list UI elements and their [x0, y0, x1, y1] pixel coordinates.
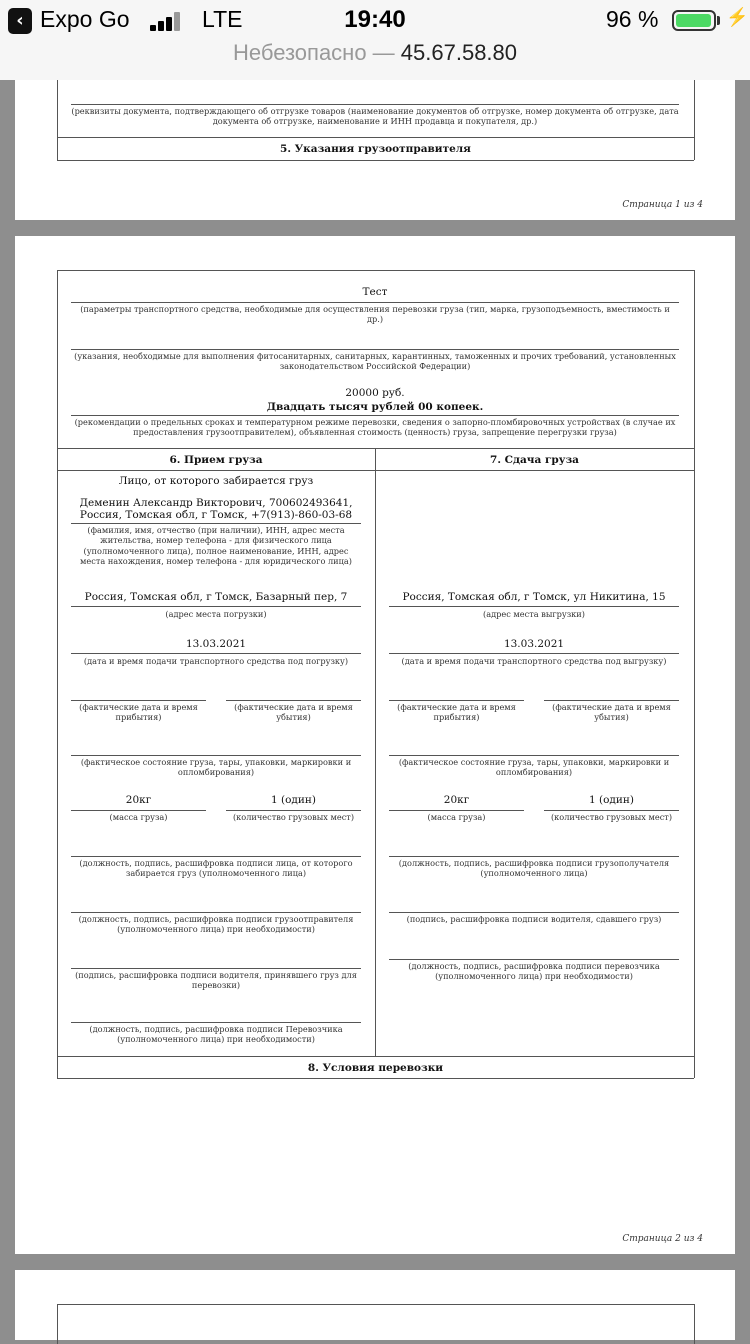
- field-underline: [389, 810, 524, 811]
- delivery-places-caption: (количество грузовых мест): [550, 812, 673, 822]
- delivery-sign3-caption: (должность, подпись, расшифровка подписи перевозчика (уполномоченного лица) при необходимости): [408, 961, 660, 982]
- section-6-title: 6. Прием груза: [169, 454, 263, 466]
- field-underline: [389, 653, 679, 654]
- signature-line: [71, 968, 361, 969]
- pickup-departure-caption: (фактические дата и время убытия): [234, 702, 353, 723]
- status-bar: [0, 0, 750, 80]
- pickup-date-value: 13.03.2021: [185, 638, 247, 650]
- signature-line: [71, 856, 361, 857]
- delivery-condition-caption: (фактическое состояние груза, тары, упаковки, маркировки и опломбирования): [398, 757, 670, 778]
- field-underline: [71, 302, 679, 303]
- delivery-places-value: 1 (один): [589, 794, 634, 806]
- page-number: Страница 2 из 4: [622, 1234, 703, 1244]
- vehicle-value: Тест: [362, 286, 388, 298]
- field-underline: [389, 606, 679, 607]
- field-underline: [71, 700, 206, 701]
- signature-line: [71, 912, 361, 913]
- pickup-arrival-caption: (фактические дата и время прибытия): [79, 702, 198, 723]
- address-bar[interactable]: [0, 40, 750, 66]
- delivery-date-caption: (дата и время подачи транспортного средства под выгрузку): [401, 656, 667, 666]
- clock: 19:40: [344, 6, 406, 33]
- section-5-title: 5. Указания грузоотправителя: [280, 143, 471, 155]
- delivery-date-value: 13.03.2021: [503, 638, 565, 650]
- pickup-address-caption: (адрес места погрузки): [165, 609, 267, 619]
- page-number: Страница 1 из 4: [622, 200, 703, 210]
- shipping-docs-caption: (реквизиты документа, подтверждающего об отгрузке товаров (наименование документов об отгрузке, номер документа об отгрузке, дата документа об отгрузке, наименование и ИНН продавца и покупателя, др.): [71, 106, 679, 127]
- pickup-sign4-caption: (должность, подпись, расшифровка подписи Перевозчика (уполномоченного лица) при необходимости): [89, 1024, 343, 1045]
- row-divider: [57, 1056, 694, 1057]
- pickup-places-value: 1 (один): [271, 794, 316, 806]
- field-underline: [71, 349, 679, 350]
- row-divider: [57, 1078, 694, 1079]
- table-border-top: [57, 1304, 694, 1305]
- field-underline: [71, 104, 679, 105]
- field-underline: [71, 755, 361, 756]
- person-line-2: Россия, Томская обл, г Томск, +7(913)-860-03-68: [79, 509, 353, 521]
- row-divider: [57, 137, 694, 138]
- delivery-sign2-caption: (подпись, расшифровка подписи водителя, сдавшего груз): [406, 914, 662, 924]
- back-arrow-icon[interactable]: ‹: [8, 8, 32, 34]
- field-underline: [71, 523, 361, 524]
- field-underline: [71, 653, 361, 654]
- cost-words: Двадцать тысяч рублей 00 копеек.: [266, 401, 484, 413]
- section-8-title: 8. Условия перевозки: [307, 1062, 444, 1074]
- pickup-sign1-caption: (должность, подпись, расшифровка подписи лица, от которого забирается груз (уполномоченного лица): [79, 858, 353, 879]
- delivery-address-caption: (адрес места выгрузки): [483, 609, 585, 619]
- delivery-arrival-caption: (фактические дата и время прибытия): [397, 702, 516, 723]
- person-line-1: Деменин Александр Викторович, 700602493641,: [79, 497, 353, 509]
- signature-line: [389, 912, 679, 913]
- pickup-weight-caption: (масса груза): [109, 812, 168, 822]
- delivery-address-value: Россия, Томская обл, г Томск, ул Никитина, 15: [402, 591, 666, 603]
- field-underline: [226, 810, 361, 811]
- requirements-caption: (указания, необходимые для выполнения фитосанитарных, санитарных, карантинных, таможенных и прочих требований, установленных законодательством Российской Федерации): [74, 351, 676, 372]
- battery-icon: [672, 10, 716, 31]
- delivery-sign1-caption: (должность, подпись, расшифровка подписи грузополучателя (уполномоченного лица): [398, 858, 670, 879]
- pickup-sign2-caption: (должность, подпись, расшифровка подписи грузоотправителя (уполномоченного лица) при необходимости): [78, 914, 354, 935]
- field-underline: [389, 755, 679, 756]
- recommendations-caption: (рекомендации о предельных сроках и температурном режиме перевозки, сведения о запорно-пломбировочных устройствах (в случае их предоставления грузоотправителем), объявленная стоимость (ценность) груза, запрещение перегрузки груза): [74, 417, 676, 438]
- url-host: 45.67.58.80: [400, 40, 518, 65]
- signature-line: [71, 1022, 361, 1023]
- field-underline: [389, 700, 524, 701]
- document-page-1: [15, 80, 735, 220]
- field-underline: [71, 415, 679, 416]
- cost-value: 20000 руб.: [345, 387, 405, 399]
- document-page-2: [15, 236, 735, 1254]
- pickup-places-caption: (количество грузовых мест): [232, 812, 355, 822]
- table-border-left: [57, 1304, 58, 1344]
- column-divider: [375, 448, 376, 1056]
- field-underline: [226, 700, 361, 701]
- delivery-departure-caption: (фактические дата и время убытия): [552, 702, 671, 723]
- battery-nub: [717, 16, 720, 25]
- table-border-right: [694, 270, 695, 1078]
- signature-line: [389, 856, 679, 857]
- signature-line: [389, 959, 679, 960]
- pickup-condition-caption: (фактическое состояние груза, тары, упаковки, маркировки и опломбирования): [80, 757, 352, 778]
- pickup-sign3-caption: (подпись, расшифровка подписи водителя, принявшего груз для перевозки): [75, 970, 357, 991]
- url-security-label: Небезопасно —: [232, 40, 395, 65]
- table-border-top: [57, 270, 694, 271]
- field-underline: [544, 810, 679, 811]
- delivery-weight-caption: (масса груза): [427, 812, 486, 822]
- row-divider: [57, 160, 694, 161]
- document-page-3: [15, 1270, 735, 1340]
- person-caption: (фамилия, имя, отчество (при наличии), ИНН, адрес места жительства, номер телефона - для физического лица (уполномоченного лица), полное наименование, ИНН, адрес места нахождения, номер телефона - для юридического лица): [80, 525, 352, 566]
- table-border-right: [694, 80, 695, 160]
- table-border-left: [57, 270, 58, 1078]
- vehicle-caption: (параметры транспортного средства, необходимые для осуществления перевозки груза (тип, марка, грузоподъемность, вместимость и др.): [80, 304, 670, 325]
- field-underline: [544, 700, 679, 701]
- network-type: LTE: [202, 6, 243, 32]
- delivery-weight-value: 20кг: [443, 794, 470, 806]
- pickup-address-value: Россия, Томская обл, г Томск, Базарный пер, 7: [84, 591, 348, 603]
- pickup-person-label: Лицо, от которого забирается груз: [118, 475, 314, 487]
- pickup-weight-value: 20кг: [125, 794, 152, 806]
- section-7-title: 7. Сдача груза: [490, 454, 579, 466]
- table-border-right: [694, 1304, 695, 1344]
- field-underline: [71, 810, 206, 811]
- charging-bolt-icon: ⚡: [726, 7, 749, 27]
- battery-percent: 96 %: [606, 6, 659, 32]
- back-app-label[interactable]: Expo Go: [40, 6, 130, 32]
- field-underline: [71, 606, 361, 607]
- pickup-date-caption: (дата и время подачи транспортного средства под погрузку): [83, 656, 349, 666]
